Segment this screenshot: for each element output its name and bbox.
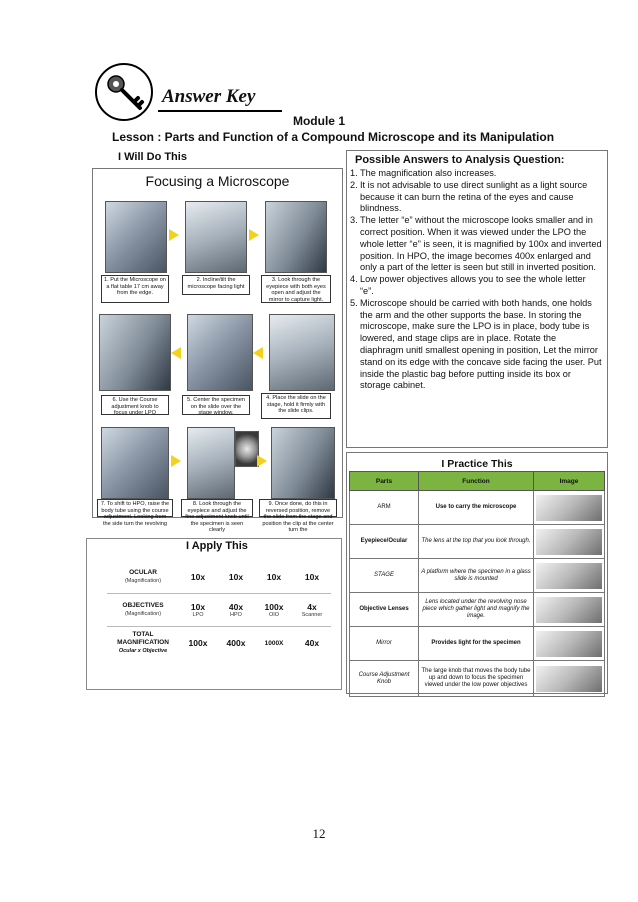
arrow-right-icon [257,455,267,467]
list-item [350,215,602,274]
list-item [350,274,602,298]
step-photo-4 [269,314,335,391]
table-cell: ARM [350,491,419,525]
step-caption-7: 7. To shift to HPO, raise the body tube using the course adjustment. Looking from the side turn the revolving [97,499,173,517]
row-sub: Ocular x Objective [118,648,168,654]
table-cell: The lens at the top that you look through. [419,525,534,559]
row-label: TOTAL MAGNIFICATION [117,631,169,646]
list-item [350,168,602,180]
page-number: 12 [312,826,326,841]
step-photo-3 [265,201,327,273]
table-cell: Eyepiece/Ocular [350,525,419,559]
arrow-right-icon [169,229,179,241]
item-number: 3. [350,215,358,226]
item-number: 5. [350,297,358,308]
table-row [350,525,605,559]
table-cell: 10x [228,572,244,582]
column-header: Function [419,472,534,491]
table-cell: Course Adjustment Knob [350,661,419,697]
title-underline [158,110,282,112]
arrow-left-icon [171,347,181,359]
arrow-right-icon [171,455,181,467]
coarse-knob-image [536,666,602,692]
item-text: The letter “e” without the microscope looks smaller and in correct position. When it was viewed under the LPO the whole letter “e” is seen, it is magnified by 100x and inverted position. In HPO, the image becomes 400x enlarged and only a part of the letter is seen but still in inverted position. [360,215,602,273]
analysis-title: Possible Answers to Analysis Question: [355,154,565,166]
table-row [107,561,331,594]
mirror-image [536,631,602,657]
row-label: OCULAR [129,569,157,576]
table-cell: 10x [304,572,320,582]
item-text: The magnification also increases. [360,168,497,178]
step-caption-3: 3. Look through the eyepiece with both eyes open and adjust the mirror to capture light. [261,275,331,303]
table-cell: The large knob that moves the body tube up and down to focus the specimen viewed under the low power objectives [419,661,534,697]
key-icon [94,62,154,122]
table-row [350,593,605,627]
table-cell: Provides light for the specimen [419,627,534,661]
table-row [350,661,605,697]
table-cell: 100x [188,638,208,648]
table-cell: 40x [228,602,244,612]
step-caption-6: 6. Use the Course adjustment knob to focus under LPO [101,395,169,415]
item-text: Low power objectives allows you to see the whole letter “e”. [360,274,586,296]
list-item [350,180,602,215]
item-number: 2. [350,179,358,190]
objective-note: HPO [230,612,242,618]
lesson-title: Lesson : Parts and Function of a Compound Microscope and its Manipulation [112,130,555,144]
column-header: Image [534,472,605,491]
step-caption-1: 1. Put the Microscope on a flat table 17 cm away from the edge. [101,275,169,303]
table-cell: 10x [190,602,206,612]
table-cell: STAGE [350,559,419,593]
practice-box [346,452,608,694]
module-label: Module 1 [292,114,345,128]
table-cell: 4x [307,602,317,612]
table-row [350,559,605,593]
table-cell: 10x [266,572,282,582]
page-title: Answer Key [162,86,256,107]
row-label: OBJECTIVES [122,602,164,609]
step-photo-5 [187,314,253,391]
table-cell: Use to carry the microscope [419,491,534,525]
table-header-row [350,472,605,491]
table-row [350,627,605,661]
apply-table-box [86,538,342,690]
item-number: 4. [350,274,358,285]
practice-title: I Practice This [441,458,513,470]
arrow-right-icon [249,229,259,241]
table-cell: 10x [190,572,206,582]
column-header: Parts [350,472,419,491]
list-item [350,298,602,392]
step-photo-1 [105,201,167,273]
step-caption-4: 4. Place the slide on the stage, hold it firmly with the slide clips. [261,393,331,419]
focusing-figure [92,168,343,534]
step-photo-6 [99,314,171,391]
step-caption-9: 9. Once done, do this in reversed position, remove the slide from the stage and position the clip at the center turn the [259,499,337,517]
objective-note: LPO [192,612,204,618]
table-row [350,491,605,525]
table-row [107,594,331,627]
answers-list [350,168,602,392]
parts-table [349,471,605,697]
step-caption-5: 5. Center the specimen on the slide over the stage window. [182,395,250,415]
step-photo-8 [187,427,235,499]
table-cell: 400x [226,638,246,648]
table-cell: 100x [264,602,284,612]
table-cell: Objective Lenses [350,593,419,627]
step-photo-9 [271,427,335,499]
table-cell: 40x [304,638,320,648]
item-text: Microscope should be carried with both hands, one holds the arm and the other supports the base. In storing the microscope, make sure the LPO is in place, body tube is lowered, and stage clips are in place. Rotate the diaphragm unitl smallest opening in position, Let the mirror stand on its edge with the concave side facing the user. Put inside the plastic bag before putting inside its box or storage cabinet. [360,297,602,391]
objective-lenses-image [536,597,602,623]
eyepiece-image [536,529,602,555]
figure-title: Focusing a Microscope [145,173,290,189]
microscope-arm-image [536,495,602,521]
table-cell: 1000X [264,639,284,647]
table-row [107,627,331,660]
step-caption-8: 8. Look through the eyepiece and adjust the fine adjustment knob until the specimen is seen clearly [181,499,253,517]
step-photo-2 [185,201,247,273]
apply-label: I Apply This [186,540,248,552]
stage-image [536,563,602,589]
arrow-left-icon [253,347,263,359]
row-sub: (Magnification) [124,611,162,617]
table-cell: Mirror [350,627,419,661]
magnification-table [107,561,331,659]
specimen-view [235,431,259,467]
will-do-label: I Will Do This [118,151,187,163]
objective-note: Scanner [301,612,323,618]
objective-note: OIO [268,612,280,618]
step-caption-2: 2. Incline/tilt the microscope facing light [182,275,250,295]
item-number: 1. [350,168,358,178]
analysis-answers-box [346,150,608,448]
table-cell: Lens located under the revolving nose piece which gather light and magnify the image. [419,593,534,627]
table-cell: A platform where the specimen in a glass slide is mounted [419,559,534,593]
item-text: It is not advisable to use direct sunlight as a light source because it can burn the retina of the eyes and cause blindness. [360,179,588,214]
row-sub: (Magnification) [124,578,162,584]
step-photo-7 [101,427,169,499]
